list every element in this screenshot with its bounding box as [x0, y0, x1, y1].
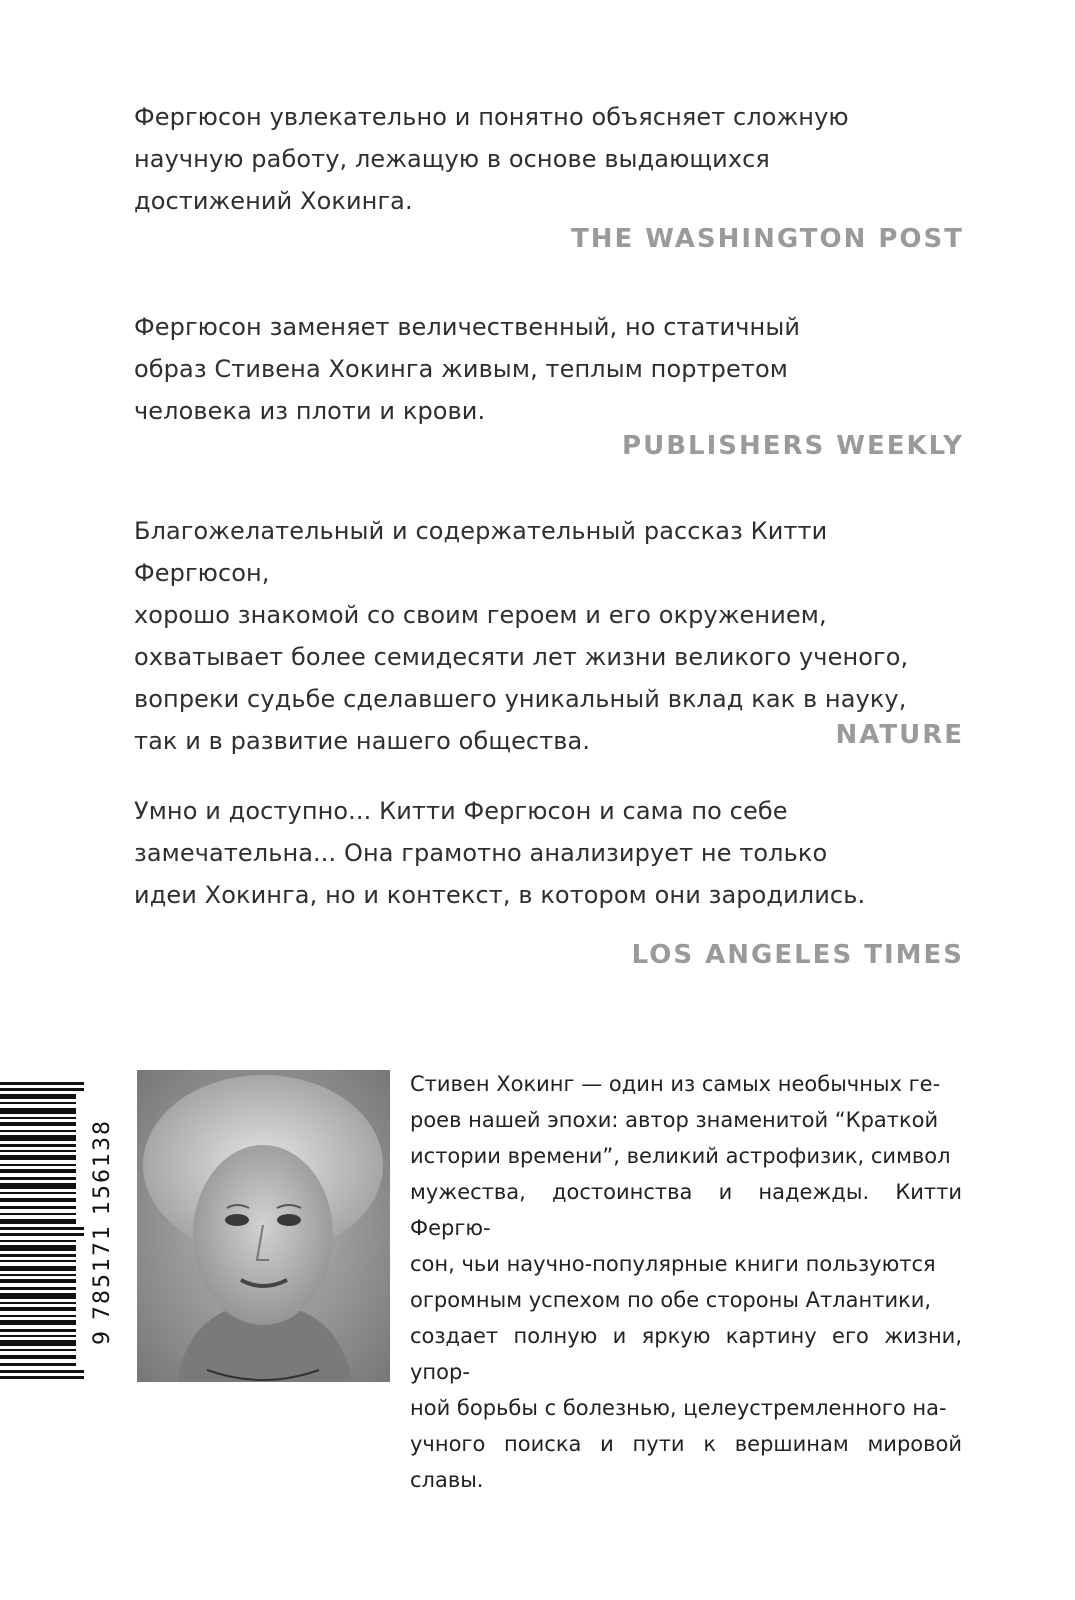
review-quote-4: [134, 790, 964, 970]
review-quote-1: [134, 96, 964, 254]
book-description: Стивен Хокинг — один из самых необычных ге- роев нашей эпохи: автор знаменитой “Краткой истории времени”, великий астрофизик, символ мужества, достоинства и надежды. Китти Фергю- сон, чьи научно-популярные книги пользуются огромным успехом по обе стороны Атлантики, создает полную и яркую картину его жизни, упор- ной борьбы с болезнью, целеустремленного на- учного поиска и пути к вершинам мировой славы.: [410, 1072, 962, 1492]
review-source: THE WASHINGTON POST: [570, 224, 964, 254]
review-source: PUBLISHERS WEEKLY: [622, 431, 964, 461]
review-quote-2: [134, 306, 964, 461]
review-quote-3: [134, 510, 964, 762]
review-quote-text: Благожелательный и содержательный рассказ Китти Фергюсон, хорошо знакомой со своим героем и его окружением, охватывает более семидесяти лет жизни великого ученого, вопреки судьбе сделавшего уникальный вклад как в науку, так и в развитие нашего общества.: [134, 517, 909, 755]
review-quote-text: Фергюсон увлекательно и понятно объясняет сложную научную работу, лежащую в основе выдающихся достижений Хокинга.: [134, 103, 849, 215]
isbn-digits: 9 785171 156138: [90, 1119, 115, 1345]
review-quote-text: Фергюсон заменяет величественный, но статичный образ Стивена Хокинга живым, теплым портретом человека из плоти и крови.: [134, 313, 801, 425]
review-source: NATURE: [835, 720, 964, 750]
author-photo: [137, 1070, 390, 1382]
review-source: LOS ANGELES TIMES: [631, 940, 964, 970]
review-quote-text: Умно и доступно... Китти Фергюсон и сама по себе замечательна... Она грамотно анализирует не только идеи Хокинга, но и контекст, в котором они зародились.: [134, 797, 866, 909]
